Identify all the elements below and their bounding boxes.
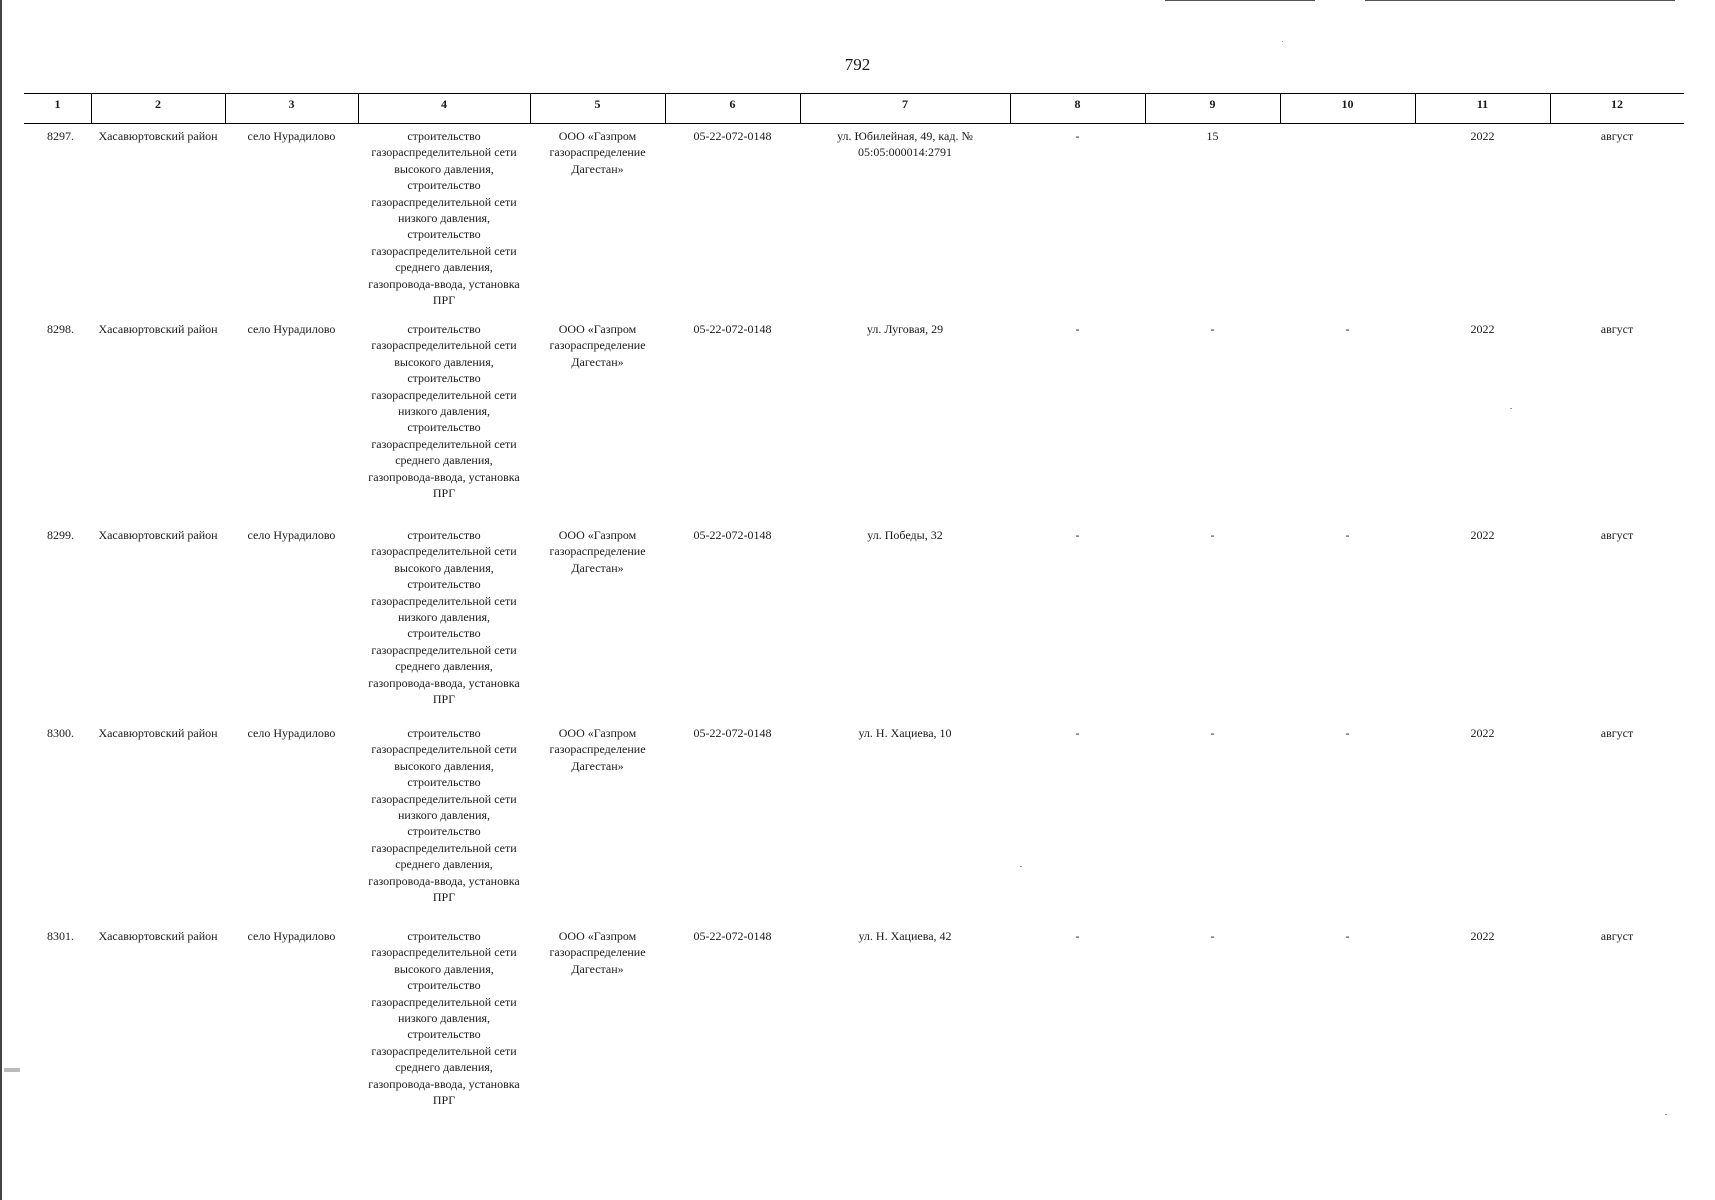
scan-top-mark [1365, 0, 1675, 1]
year-cell: 2022 [1470, 129, 1495, 143]
code-cell: 05-22-072-0148 [693, 528, 772, 542]
row-number: 8298. [47, 322, 74, 336]
column-header-8: 8 [1074, 97, 1081, 111]
column-header-1: 1 [54, 97, 61, 111]
address-cell: ул. Луговая, 29 [866, 322, 944, 336]
work-description-cell: строительство газораспределительной сети высокого давления, строительство газораспределительной сети низкого давления, строительство газораспределительной сети среднего давления, газопровода-ввода, установка ПРГ [368, 322, 520, 501]
settlement-cell: село Нурадилово [247, 726, 336, 740]
scan-speck [1282, 41, 1283, 42]
column-header-2: 2 [155, 97, 161, 111]
col9-cell: - [1210, 528, 1215, 542]
column-header-11: 11 [1476, 97, 1489, 111]
address-cell: ул. Н. Хациева, 42 [858, 929, 952, 943]
row-number: 8301. [47, 929, 74, 943]
col10-cell: - [1345, 929, 1350, 943]
settlement-cell: село Нурадилово [247, 129, 336, 143]
column-header-10: 10 [1341, 97, 1354, 111]
col10-cell: - [1345, 322, 1350, 336]
page-number: 792 [844, 55, 871, 74]
district-cell: Хасавюртовский район [98, 726, 218, 740]
district-cell: Хасавюртовский район [98, 129, 218, 143]
column-header-12: 12 [1611, 97, 1623, 111]
work-description-cell: строительство газораспределительной сети высокого давления, строительство газораспределительной сети низкого давления, строительство газораспределительной сети среднего давления, газопровода-ввода, установка ПРГ [368, 528, 520, 707]
address-cell: ул. Юбилейная, 49, кад. № 05:05:000014:2791 [837, 129, 973, 160]
scan-top-mark [1165, 0, 1315, 1]
year-cell: 2022 [1470, 726, 1495, 740]
column-header-4: 4 [441, 97, 447, 111]
header-divider [800, 93, 801, 124]
company-cell: ООО «Газпром газораспределение Дагестан» [549, 929, 646, 976]
col8-cell: - [1075, 322, 1080, 336]
column-header-6: 6 [729, 97, 736, 111]
header-divider [358, 93, 359, 124]
work-description-cell: строительство газораспределительной сети высокого давления, строительство газораспределительной сети низкого давления, строительство газораспределительной сети среднего давления, газопровода-ввода, установка ПРГ [368, 929, 520, 1108]
col8-cell: - [1075, 129, 1080, 143]
code-cell: 05-22-072-0148 [693, 129, 772, 143]
row-number: 8299. [47, 528, 74, 542]
header-divider [530, 93, 531, 124]
col9-cell: - [1210, 929, 1215, 943]
code-cell: 05-22-072-0148 [693, 726, 772, 740]
col9-cell: - [1210, 726, 1215, 740]
header-divider [1550, 93, 1551, 124]
work-description-cell: строительство газораспределительной сети высокого давления, строительство газораспределительной сети низкого давления, строительство газораспределительной сети среднего давления, газопровода-ввода, установка ПРГ [368, 726, 520, 905]
scan-speck [4, 1068, 20, 1072]
settlement-cell: село Нурадилово [247, 929, 336, 943]
column-header-5: 5 [594, 97, 601, 111]
col9-cell: 15 [1206, 129, 1219, 143]
month-cell: август [1600, 929, 1634, 943]
scan-speck [1510, 408, 1512, 409]
company-cell: ООО «Газпром газораспределение Дагестан» [549, 129, 646, 176]
district-cell: Хасавюртовский район [98, 528, 218, 542]
header-bottom-rule [24, 123, 1684, 124]
year-cell: 2022 [1470, 528, 1495, 542]
month-cell: август [1600, 528, 1634, 542]
year-cell: 2022 [1470, 929, 1495, 943]
column-header-7: 7 [902, 97, 908, 111]
code-cell: 05-22-072-0148 [693, 929, 772, 943]
col8-cell: - [1075, 528, 1080, 542]
year-cell: 2022 [1470, 322, 1495, 336]
column-header-3: 3 [288, 97, 295, 111]
month-cell: август [1600, 129, 1634, 143]
header-top-rule [24, 93, 1684, 94]
col9-cell: - [1210, 322, 1215, 336]
col10-cell: - [1345, 726, 1350, 740]
scan-speck [1020, 866, 1022, 867]
settlement-cell: село Нурадилово [247, 528, 336, 542]
work-description-cell: строительство газораспределительной сети высокого давления, строительство газораспределительной сети низкого давления, строительство газораспределительной сети среднего давления, газопровода-ввода, установка ПРГ [368, 129, 520, 308]
company-cell: ООО «Газпром газораспределение Дагестан» [549, 726, 646, 773]
address-cell: ул. Н. Хациева, 10 [858, 726, 952, 740]
header-divider [665, 93, 666, 124]
code-cell: 05-22-072-0148 [693, 322, 772, 336]
scan-speck [1665, 1114, 1667, 1115]
header-divider [1145, 93, 1146, 124]
header-divider [1280, 93, 1281, 124]
col10-cell: - [1345, 528, 1350, 542]
row-number: 8300. [47, 726, 74, 740]
address-cell: ул. Победы, 32 [867, 528, 943, 542]
col8-cell: - [1075, 726, 1080, 740]
settlement-cell: село Нурадилово [247, 322, 336, 336]
month-cell: август [1600, 322, 1634, 336]
header-divider [1010, 93, 1011, 124]
scan-left-edge [0, 0, 2, 1200]
district-cell: Хасавюртовский район [98, 322, 218, 336]
row-number: 8297. [47, 129, 74, 143]
company-cell: ООО «Газпром газораспределение Дагестан» [549, 528, 646, 575]
district-cell: Хасавюртовский район [98, 929, 218, 943]
header-divider [225, 93, 226, 124]
col8-cell: - [1075, 929, 1080, 943]
month-cell: август [1600, 726, 1634, 740]
company-cell: ООО «Газпром газораспределение Дагестан» [549, 322, 646, 369]
header-divider [91, 93, 92, 124]
header-divider [1415, 93, 1416, 124]
column-header-9: 9 [1209, 97, 1216, 111]
